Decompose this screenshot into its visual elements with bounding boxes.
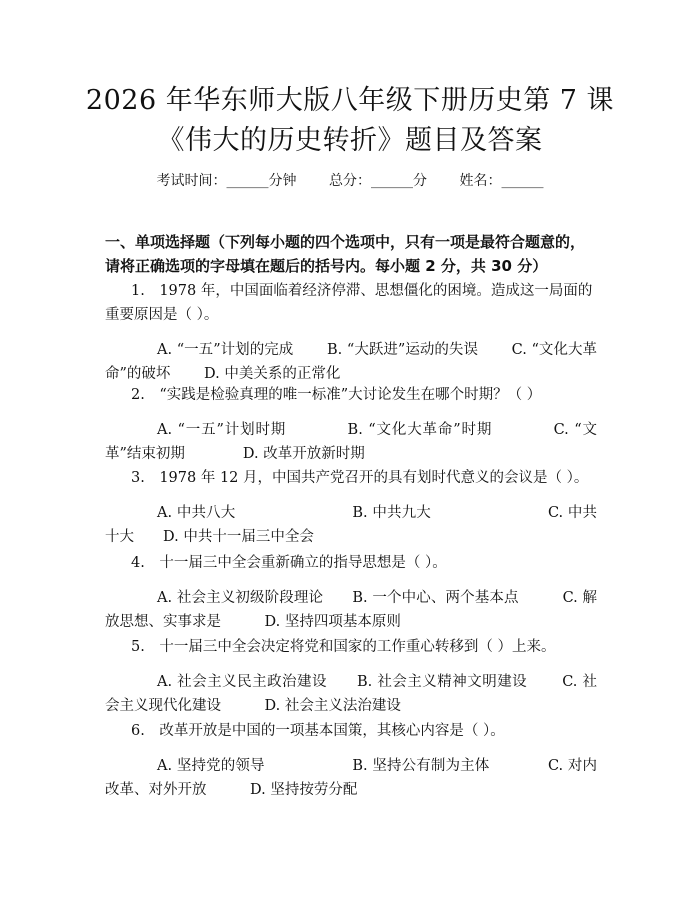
section-heading: 一、单项选择题（下列每小题的四个选项中，只有一项是最符合题意的，请将正确选项的字母填在题后的括号内。每小题 2 分，共 30 分） bbox=[105, 233, 586, 275]
question-1 bbox=[105, 279, 597, 386]
question-2 bbox=[105, 383, 597, 466]
question-5 bbox=[105, 635, 597, 718]
question-options: A. “一五”计划时期 B. “文化大革命”时期 C. “文革”结束初期 D. 改革开放新时期 bbox=[105, 422, 597, 462]
document-title-line-2: 《伟大的历史转折》题目及答案 bbox=[157, 125, 543, 156]
question-stem: 2. “实践是检验真理的唯一标准”大讨论发生在哪个时期？（ ） bbox=[131, 387, 542, 403]
question-options: A. 坚持党的领导 B. 坚持公有制为主体 C. 对内改革、对外开放 D. 坚持按劳分配 bbox=[105, 758, 597, 798]
question-stem: 3. 1978 年 12 月，中国共产党召开的具有划时代意义的会议是（ ）。 bbox=[131, 470, 589, 486]
question-stem: 5. 十一届三中全会决定将党和国家的工作重心转移到（ ）上来。 bbox=[131, 639, 556, 655]
exam-time: 考试时间：______分钟 bbox=[156, 173, 297, 189]
question-4 bbox=[105, 551, 597, 634]
question-options: A. 社会主义民主政治建设 B. 社会主义精神文明建设 C. 社会主义现代化建设 D. 社会主义法治建设 bbox=[105, 674, 597, 714]
question-stem: 1. 1978 年，中国面临着经济停滞、思想僵化的困境。造成这一局面的重要原因是（ ）。 bbox=[105, 283, 593, 323]
question-6 bbox=[105, 719, 597, 802]
exam-score: 总分：______分 bbox=[329, 173, 427, 189]
question-stem: 4. 十一届三中全会重新确立的指导思想是（ ）。 bbox=[131, 555, 447, 571]
document-title-line-1: 2026 年华东师大版八年级下册历史第 7 课 bbox=[85, 85, 615, 116]
exam-name: 姓名：______ bbox=[459, 173, 544, 189]
question-options: A. 社会主义初级阶段理论 B. 一个中心、两个基本点 C. 解放思想、实事求是 D. 坚持四项基本原则 bbox=[105, 590, 597, 630]
question-3 bbox=[105, 466, 597, 549]
question-options: A. 中共八大 B. 中共九大 C. 中共十大 D. 中共十一届三中全会 bbox=[105, 505, 597, 545]
exam-info bbox=[0, 170, 700, 190]
question-stem: 6. 改革开放是中国的一项基本国策，其核心内容是（ ）。 bbox=[131, 723, 505, 739]
question-options: A. “一五”计划的完成 B. “大跃进”运动的失误 C. “文化大革命”的破坏 D. 中美关系的正常化 bbox=[105, 342, 597, 382]
